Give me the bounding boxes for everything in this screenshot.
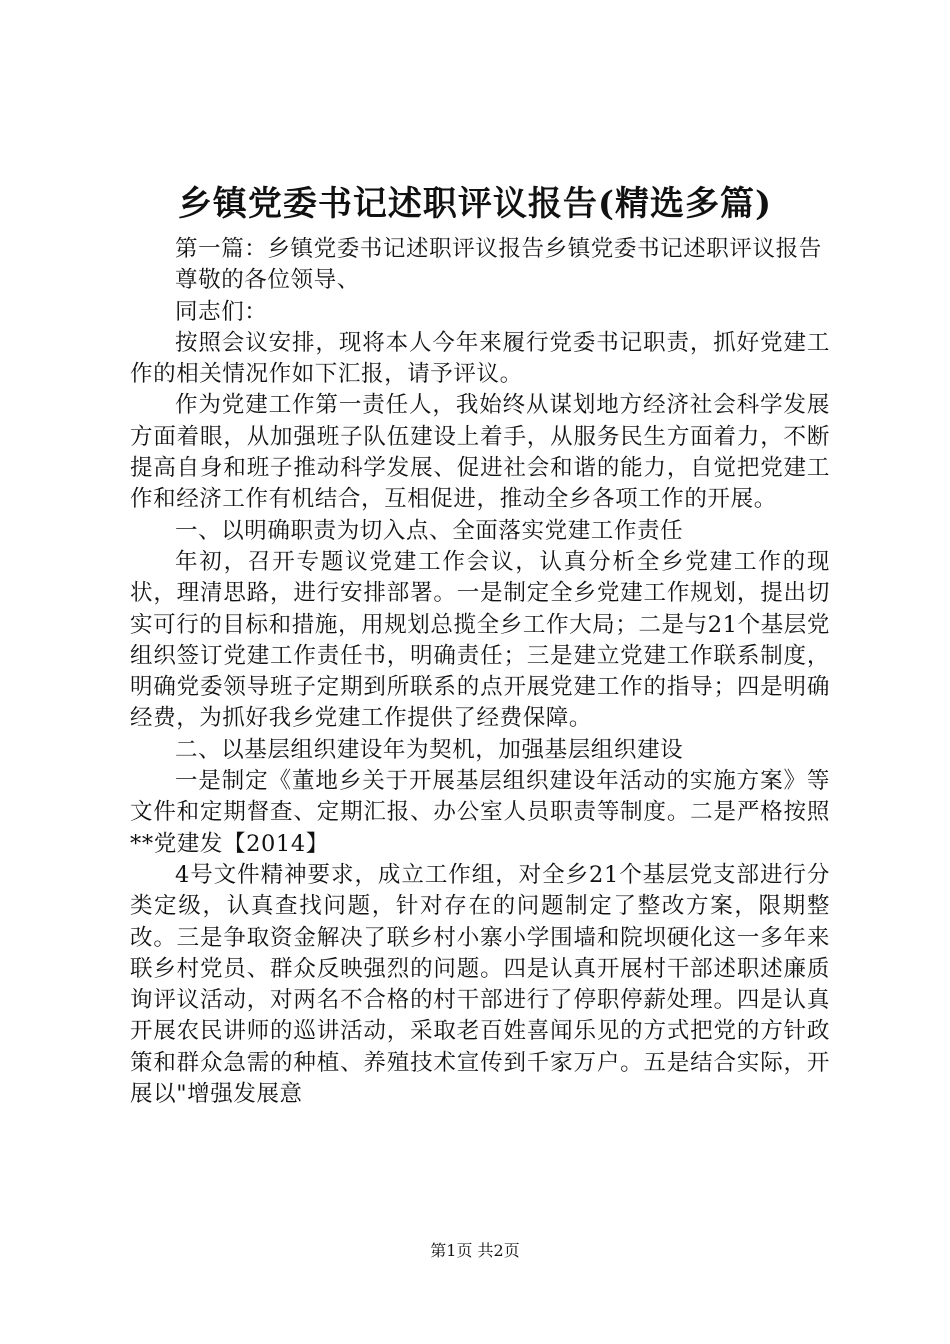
paragraph-section-1: 年初，召开专题议党建工作会议，认真分析全乡党建工作的现状，理清思路，进行安排部署。一是制定全乡党建工作规划，提出切实可行的目标和措施，用规划总揽全乡工作大局；二是与21个基层党组织签订党建工作责任书，明确责任；三是建立党建工作联系制度，明确党委领导班子定期到所联系的点开展党建工作的指导；四是明确经费，为抓好我乡党建工作提供了经费保障。 (130, 548, 830, 732)
document-body (130, 234, 830, 1110)
paragraph-salutation: 尊敬的各位领导、 (175, 267, 360, 294)
paragraph-section-2b: 4号文件精神要求，成立工作组，对全乡21个基层党支部进行分类定级，认真查找问题，针对存在的问题制定了整改方案，限期整改。三是争取资金解决了联乡村小寨小学围墙和院坝硬化这一多年来联乡村党员、群众反映强烈的问题。四是认真开展村干部述职述廉质询评议活动，对两名不合格的村干部进行了停职停薪处理。四是认真开展农民讲师的巡讲活动，采取老百姓喜闻乐见的方式把党的方针政策和群众急需的种植、养殖技术宣传到千家万户。五是结合实际，开展以"增强发展意 (130, 861, 830, 1108)
page-footer: 第1页 共2页 (430, 1241, 520, 1260)
section-heading-1: 一、以明确职责为切入点、全面落实党建工作责任 (175, 517, 684, 544)
document-title: 乡镇党委书记述职评议报告(精选多篇) (177, 184, 773, 224)
paragraph-heading-first: 第一篇：乡镇党委书记述职评议报告乡镇党委书记述职评议报告 (175, 236, 822, 262)
paragraph-responsibility: 作为党建工作第一责任人，我始终从谋划地方经济社会科学发展方面着眼，从加强班子队伍建设上着手，从服务民生方面着力，不断提高自身和班子推动科学发展、促进社会和谐的能力，自觉把党建工作和经济工作有机结合，互相促进，推动全乡各项工作的开展。 (130, 392, 830, 513)
paragraph-salutation-comrades: 同志们： (175, 298, 268, 325)
section-heading-2: 二、以基层组织建设年为契机，加强基层组织建设 (175, 736, 684, 763)
paragraph-intro: 按照会议安排，现将本人今年来履行党委书记职责，抓好党建工作的相关情况作如下汇报，请予评议。 (130, 329, 830, 388)
paragraph-section-2a: 一是制定《董地乡关于开展基层组织建设年活动的实施方案》等文件和定期督查、定期汇报、办公室人员职责等制度。二是严格按照**党建发【2014】 (130, 768, 830, 857)
